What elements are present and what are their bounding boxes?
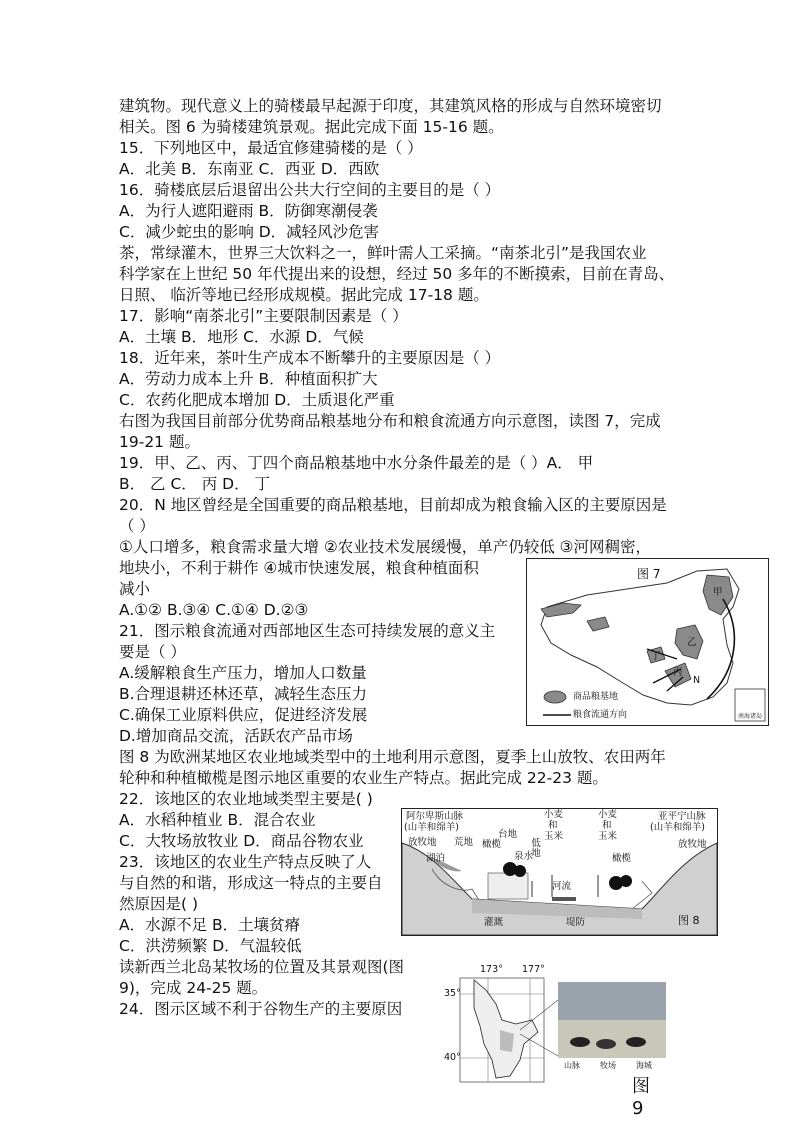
fig9-lon1: 173° (480, 964, 503, 975)
fig9-caption: 图 9 (632, 1076, 656, 1119)
text-line: 24．图示区域不利于谷物生产的主要原因 (119, 1000, 403, 1018)
fig8-label-lake: 湖泊 (426, 853, 446, 864)
text-line: A．劳动力成本上升 B．种植面积扩大 (119, 370, 378, 388)
text-line: 20．N 地区曾经是全国重要的商品粮基地，目前却成为粮食输入区的主要原因是 (119, 496, 667, 514)
text-line: B.合理退耕还林还草，减轻生态压力 (119, 685, 368, 703)
text-line: 右图为我国目前部分优势商品粮基地分布和粮食流通方向示意图，读图 7，完成 (119, 412, 661, 430)
text-line: A．水稻种植业 B．混合农业 (119, 811, 316, 829)
text-line: A．土壤 B．地形 C．水源 D．气候 (119, 328, 364, 346)
fig8-label-river: 河流 (552, 881, 572, 892)
china-map-svg (527, 559, 768, 725)
text-line: A.缓解粮食生产压力，增加人口数量 (119, 664, 367, 682)
text-line: 图 8 为欧洲某地区农业地域类型中的土地利用示意图，夏季上山放牧、农田两年 (119, 748, 666, 766)
fig8-label-wheat-l: 小麦 (544, 809, 564, 820)
fig9-legend-ranch: 牧场 (600, 1061, 616, 1070)
text-line: C．大牧场放牧业 D．商品谷物农业 (119, 832, 364, 850)
figure-7-map (526, 558, 769, 726)
text-line: D.增加商品交流，活跃农产品市场 (119, 727, 353, 745)
text-line: 科学家在上世纪 50 年代提出来的设想，经过 50 多年的不断摸索，目前在青岛、 (119, 265, 675, 283)
fig8-label-apennines-sub: (山羊和绵羊) (650, 822, 705, 833)
fig9-legend-city: 海城 (636, 1061, 652, 1070)
text-line: 减小 (119, 580, 151, 598)
text-line: B． 乙 C． 丙 D． 丁 (119, 475, 271, 493)
text-line: 23．该地区的农业生产特点反映了人 (119, 853, 372, 871)
text-line: 15．下列地区中，最适宜修建骑楼的是（ ） (119, 139, 423, 157)
text-line: ①人口增多，粮食需求量大增 ②农业技术发展缓慢，单产仍较低 ③河网稠密， (119, 538, 652, 556)
fig9-lat2: 40° (444, 1052, 461, 1063)
base-xinjiang (541, 603, 581, 617)
fig8-label-wheat-r: 小麦 (598, 809, 618, 820)
text-line: （ ） (119, 517, 155, 535)
fig8-label-terrace: 台地 (498, 829, 518, 840)
text-line: 相关。图 6 为骑楼建筑景观。据此完成下面 15-16 题。 (119, 118, 504, 136)
text-line: 轮种和种植橄榄是图示地区重要的农业生产特点。据此完成 22-23 题。 (119, 769, 608, 787)
text-line: A.①② B.③④ C.①④ D.②③ (119, 601, 309, 619)
text-line: A．北美 B．东南亚 C．西亚 D．西欧 (119, 160, 380, 178)
fig8-label-pasture-r: 放牧地 (678, 839, 707, 850)
fig8-label-and-l: 和 (548, 820, 558, 831)
text-line: 读新西兰北岛某牧场的位置及其景观图(图 (119, 958, 405, 976)
fig7-label-yi: 乙 (687, 637, 697, 648)
text-line: 建筑物。现代意义上的骑楼最早起源于印度，其建筑风格的形成与自然环境密切 (119, 97, 662, 115)
fig7-title: 图 7 (637, 567, 661, 581)
fig8-label-corn-r: 玉米 (598, 831, 618, 842)
text-line: C．减少蛇虫的影响 D．减轻风沙危害 (119, 223, 380, 241)
text-line: C．农药化肥成本增加 D．土质退化严重 (119, 391, 395, 409)
fig7-label-jia: 甲 (713, 587, 723, 598)
fig8-label-alps-sub: (山羊和绵羊) (404, 822, 459, 833)
fig8-label-apennines: 亚平宁山脉 (658, 811, 706, 822)
text-line: 16．骑楼底层后退留出公共大行空间的主要目的是（ ） (119, 181, 501, 199)
text-line: C．洪涝频繁 D．气温较低 (119, 937, 302, 955)
fig8-label-spring: 泉水 (514, 851, 534, 862)
text-line: C.确保工业原料供应，促进经济发展 (119, 706, 368, 724)
fig8-label-and-r: 和 (602, 820, 612, 831)
text-line: 日照、 临沂等地已经形成规模。据此完成 17-18 题。 (119, 286, 489, 304)
text-line: 与自然的和谐，形成这一特点的主要自 (119, 874, 383, 892)
fig8-label-olive-l: 橄榄 (482, 839, 502, 850)
fig7-legend-base: 商品粮基地 (573, 692, 619, 702)
text-line: 9)，完成 24-25 题。 (119, 979, 268, 997)
text-line: 19．甲、乙、丙、丁四个商品粮基地中水分条件最差的是（ ）A． 甲 (119, 454, 594, 472)
figure-8-diagram (401, 808, 718, 936)
fig8-label-wasteland: 荒地 (454, 837, 474, 848)
fig8-label-levee: 堤防 (566, 917, 586, 928)
text-line: A．为行人遮阳避雨 B．防御寒潮侵袭 (119, 202, 378, 220)
fig8-label-olive-r: 橄榄 (612, 853, 632, 864)
fig7-label-n: N (693, 675, 701, 686)
fig9-lon2: 177° (522, 964, 545, 975)
text-line: 19-21 题。 (119, 433, 200, 451)
legend-base-swatch (544, 691, 566, 703)
text-line: 21．图示粮食流通对西部地区生态可持续发展的意义主 (119, 622, 496, 640)
text-line: 17．影响“南茶北引”主要限制因素是（ ） (119, 307, 408, 325)
fig7-label-bing: 丙 (673, 667, 683, 678)
text-line: 22．该地区的农业地域类型主要是( ) (119, 790, 373, 808)
fig7-inset-label: 南海诸岛 (737, 713, 762, 720)
text-line: 茶，常绿灌木，世界三大饮料之一，鲜叶需人工采摘。“南茶北引”是我国农业 (119, 244, 647, 262)
fig7-legend-flow: 粮食流通方向 (573, 710, 628, 720)
fig9-lat1: 35° (444, 988, 461, 999)
fig8-label-pasture-l: 放牧地 (408, 837, 437, 848)
fig8-caption: 图 8 (678, 914, 700, 927)
figure-9 (440, 960, 680, 1119)
text-line: 然原因是( ) (119, 895, 199, 913)
fig8-label-irrigation: 灌溉 (484, 917, 504, 928)
fig7-label-ding: 丁 (651, 651, 661, 662)
text-line: 地块小，不利于耕作 ④城市快速发展，粮食种植面积 (119, 559, 479, 577)
text-line: A．水源不足 B．土壤贫瘠 (119, 916, 301, 934)
text-line: 要是（ ） (119, 643, 186, 661)
fig8-label-lowland: 低地 (531, 838, 541, 859)
base-hexi (587, 617, 609, 631)
fig8-label-corn-l: 玉米 (544, 831, 564, 842)
fig8-label-alps: 阿尔卑斯山脉 (406, 811, 464, 822)
fig9-legend-mountain: 山脉 (564, 1061, 580, 1070)
text-line: 18．近年来，茶叶生产成本不断攀升的主要原因是（ ） (119, 349, 501, 367)
